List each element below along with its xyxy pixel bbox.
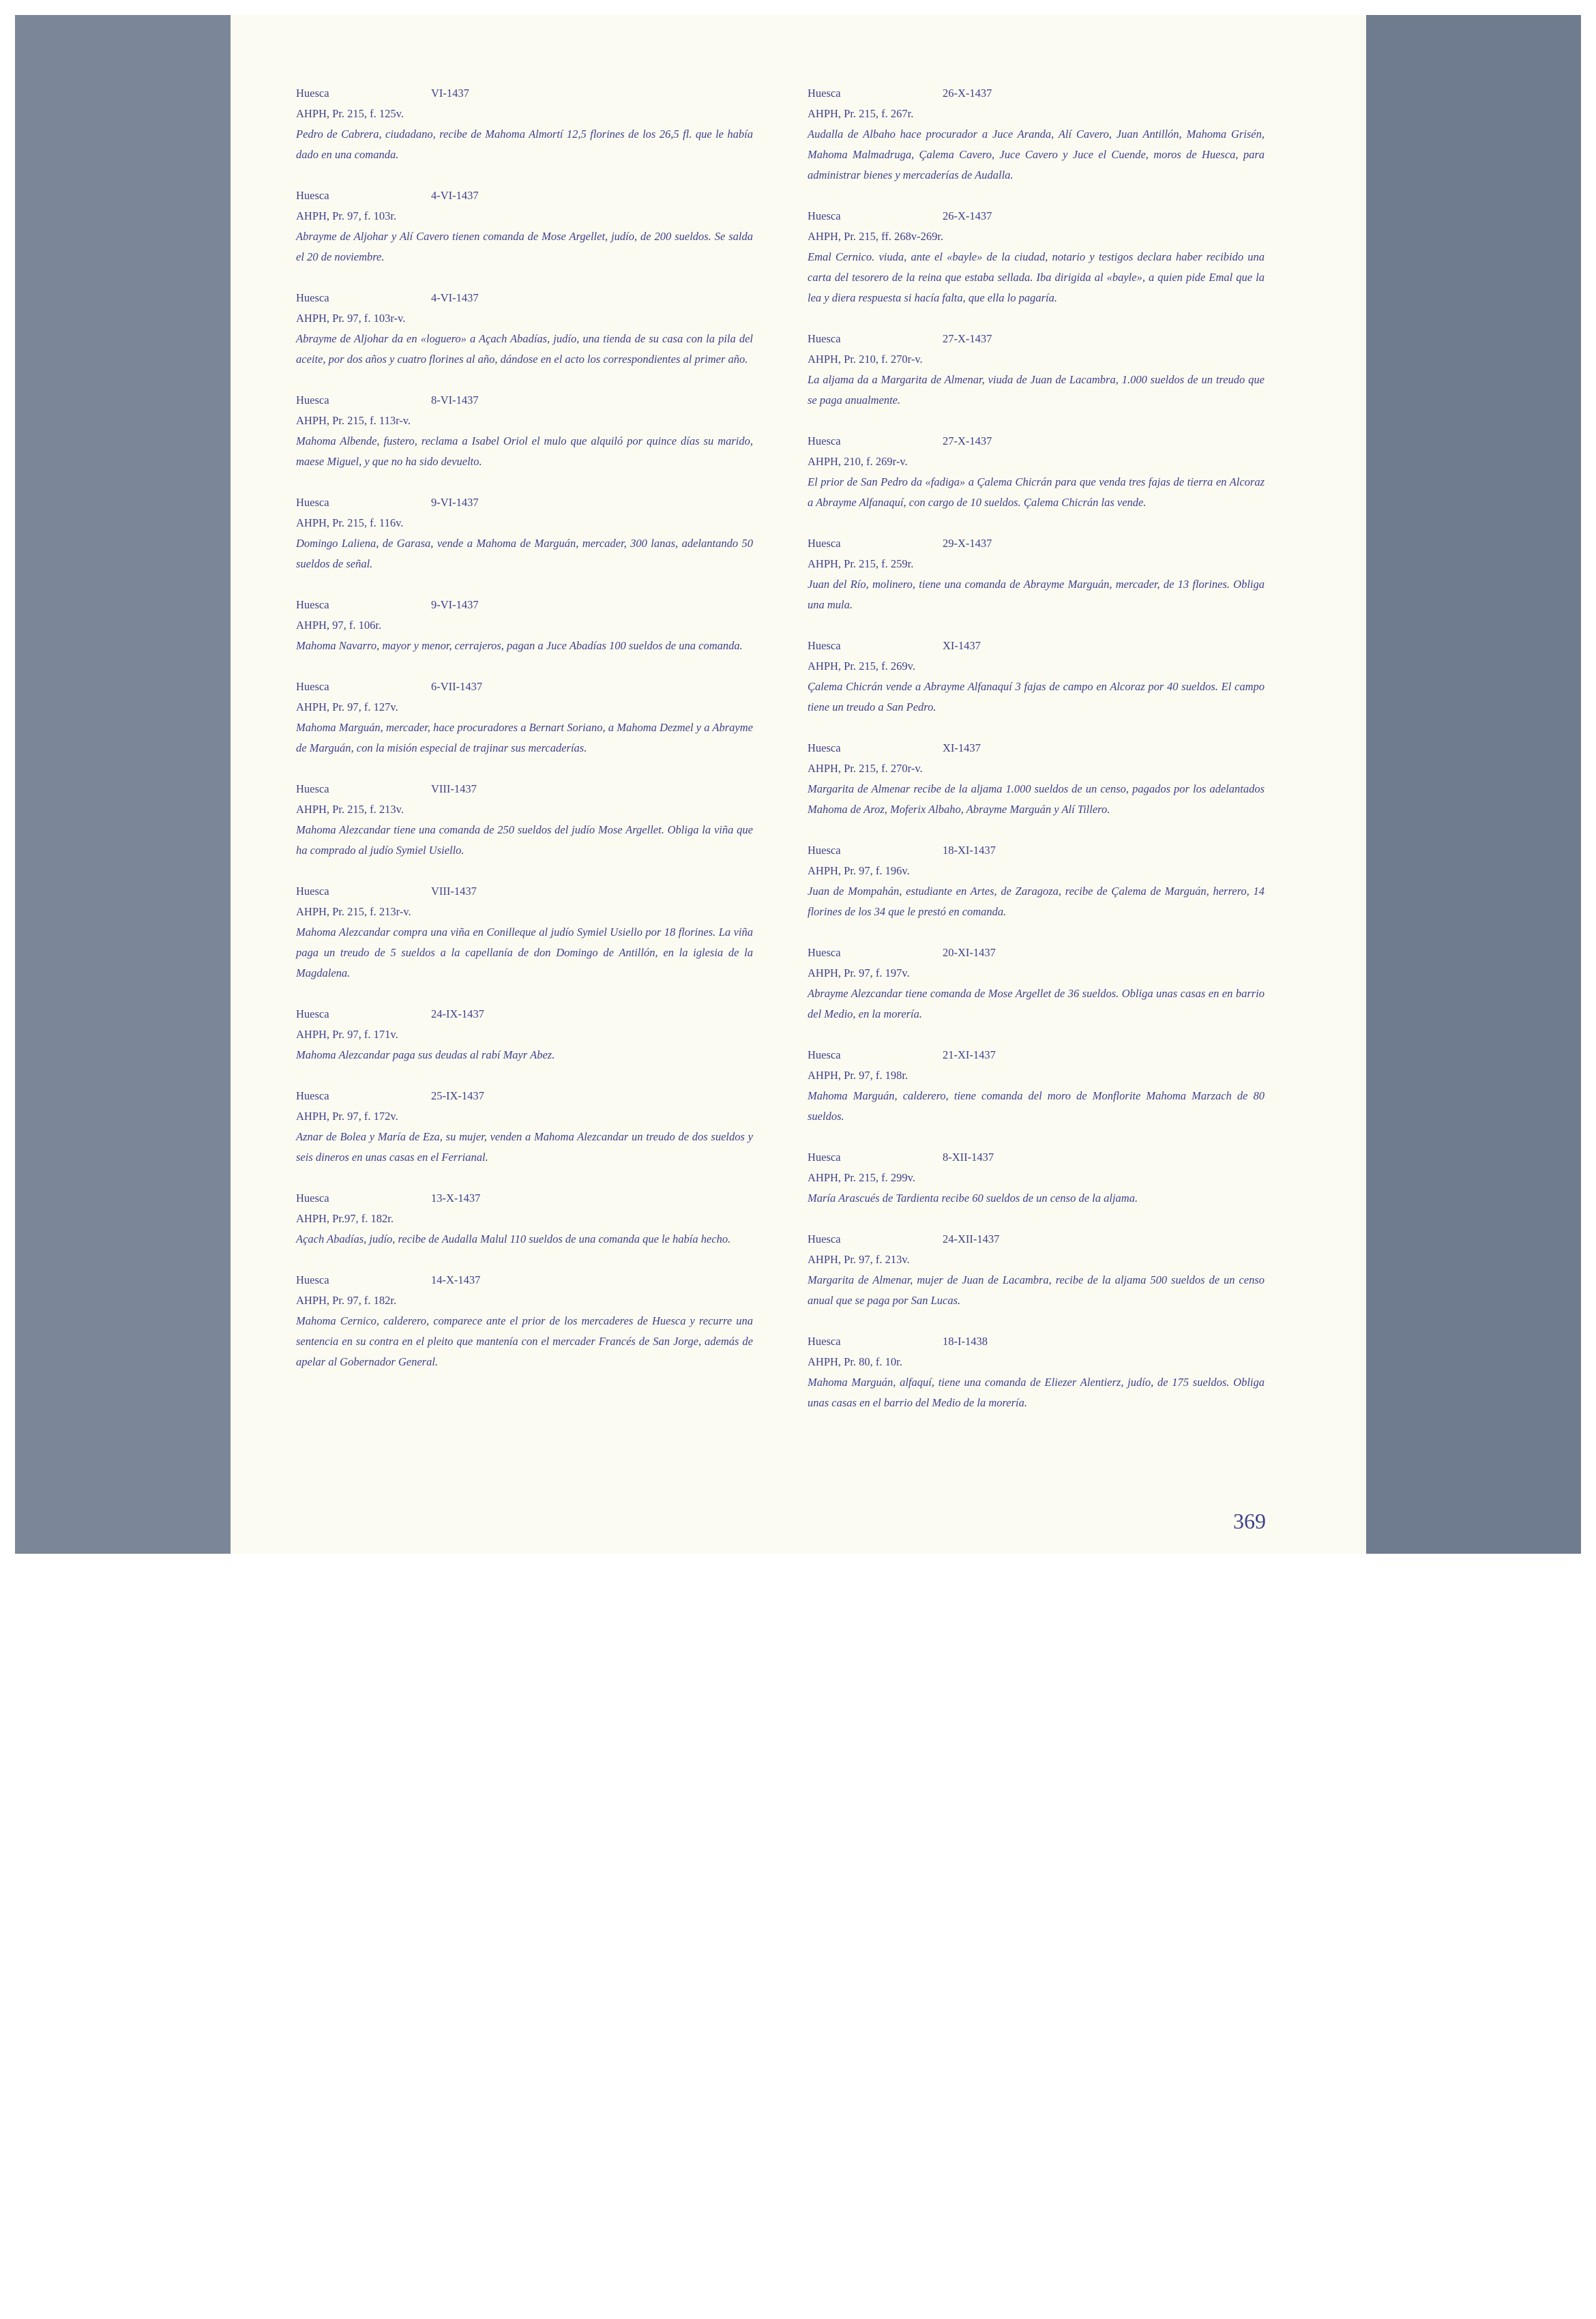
entry-heading (808, 840, 1265, 861)
entry-date: 4-VI-1437 (431, 189, 479, 202)
entry-heading (808, 636, 1265, 656)
entry-text: Margarita de Almenar recibe de la aljama 1.000 sueldos de un censo, pagados por los adelantados Mahoma de Aroz, Moferix Albaho, Abrayme Marguán y Alí Tillero. (808, 782, 1265, 816)
scan-edge-right (1366, 15, 1581, 1554)
entry-place: Huesca (296, 189, 329, 202)
entry-heading (808, 1147, 1265, 1168)
entry-text: Mahoma Marguán, alfaquí, tiene una comanda de Eliezer Alentierz, judío, de 175 sueldos. Obliga unas casas en el barrio del Medio de la morería. (808, 1376, 1265, 1409)
entry-heading (296, 83, 753, 104)
document-entry (808, 1229, 1265, 1311)
entry-heading (296, 881, 753, 902)
entry-text: Mahoma Marguán, calderero, tiene comanda del moro de Monflorite Mahoma Marzach de 80 sueldos. (808, 1089, 1265, 1123)
entry-heading (296, 1004, 753, 1024)
entry-text: Juan de Mompahán, estudiante en Artes, de Zaragoza, recibe de Çalema de Marguán, herrero, 14 florines de los 34 que le prestó en comanda. (808, 885, 1265, 918)
entry-date: 29-X-1437 (943, 537, 992, 550)
entry-source: AHPH, Pr. 97, f. 198r. (808, 1069, 908, 1082)
entry-place: Huesca (296, 496, 329, 509)
entry-text: Abrayme Alezcandar tiene comanda de Mose Argellet de 36 sueldos. Obliga unas casas en en barrio del Medio, en la morería. (808, 987, 1265, 1020)
entry-date: 24-XII-1437 (943, 1232, 1000, 1245)
entry-place: Huesca (808, 87, 841, 100)
document-entry (808, 83, 1265, 186)
entry-text: Abrayme de Aljohar da en «loguero» a Açach Abadías, judío, una tienda de su casa con la pila del aceite, por dos años y cuatro florines al año, dándose en el acto los correspondientes al primer año. (296, 332, 753, 366)
entry-date: 18-XI-1437 (943, 844, 996, 857)
entry-source: AHPH, Pr. 97, f. 172v. (296, 1110, 398, 1123)
entry-source: AHPH, Pr. 97, f. 182r. (296, 1294, 397, 1307)
entry-date: 21-XI-1437 (943, 1048, 996, 1061)
entry-source: AHPH, Pr. 215, f. 270r-v. (808, 762, 923, 775)
entry-source: AHPH, 210, f. 269r-v. (808, 455, 908, 468)
entry-source: AHPH, Pr. 215, f. 213r-v. (296, 905, 411, 918)
entry-place: Huesca (808, 1151, 841, 1164)
entry-date: 14-X-1437 (431, 1273, 481, 1286)
entry-source: AHPH, Pr. 215, f. 269v. (808, 660, 915, 673)
entry-text: Mahoma Navarro, mayor y menor, cerrajeros, pagan a Juce Abadías 100 sueldos de una comanda. (296, 639, 743, 652)
entry-place: Huesca (808, 1048, 841, 1061)
document-entry (296, 1004, 753, 1065)
document-entry (808, 636, 1265, 718)
document-entry (808, 329, 1265, 411)
entry-place: Huesca (808, 639, 841, 652)
entry-source: AHPH, Pr. 97, f. 103r. (296, 209, 397, 222)
entry-source: AHPH, Pr. 215, f. 299v. (808, 1171, 915, 1184)
document-entry (296, 83, 753, 165)
entry-date: 8-XII-1437 (943, 1151, 994, 1164)
entry-date: 20-XI-1437 (943, 946, 996, 959)
entry-place: Huesca (296, 598, 329, 611)
entry-place: Huesca (296, 782, 329, 795)
entry-heading (808, 738, 1265, 758)
right-column (808, 83, 1265, 1434)
document-entry (808, 1147, 1265, 1209)
entry-text: Audalla de Albaho hace procurador a Juce Aranda, Alí Cavero, Juan Antillón, Mahoma Grisén, Mahoma Malmadruga, Çalema Cavero, Juce Cavero y Juce el Cuende, moros de Huesca, para administrar bienes y mercaderías de Audalla. (808, 128, 1265, 181)
entry-date: 25-IX-1437 (431, 1089, 484, 1102)
document-entry (296, 881, 753, 984)
entry-date: 26-X-1437 (943, 209, 992, 222)
entry-place: Huesca (296, 291, 329, 304)
entry-text: Abrayme de Aljohar y Alí Cavero tienen comanda de Mose Argellet, judío, de 200 sueldos. Se salda el 20 de noviembre. (296, 230, 753, 263)
entry-date: XI-1437 (943, 741, 981, 754)
entry-heading (808, 1331, 1265, 1352)
entry-source: AHPH, Pr. 80, f. 10r. (808, 1355, 902, 1368)
entry-heading (296, 390, 753, 411)
entry-place: Huesca (296, 1007, 329, 1020)
entry-text: El prior de San Pedro da «fadiga» a Çalema Chicrán para que venda tres fajas de tierra en Alcoraz a Abrayme Alfanaquí, con cargo de 10 sueldos. Çalema Chicrán las vende. (808, 475, 1265, 509)
document-entry (296, 1086, 753, 1168)
entry-text: Juan del Río, molinero, tiene una comanda de Abrayme Marguán, mercader, de 13 florines. Obliga una mula. (808, 578, 1265, 611)
entry-date: 27-X-1437 (943, 434, 992, 447)
entry-heading (808, 533, 1265, 554)
entry-date: 4-VI-1437 (431, 291, 479, 304)
entry-text: Pedro de Cabrera, ciudadano, recibe de Mahoma Almortí 12,5 florines de los 26,5 fl. que le había dado en una comanda. (296, 128, 753, 161)
entry-source: AHPH, Pr. 215, f. 125v. (296, 107, 404, 120)
entry-heading (808, 83, 1265, 104)
entry-heading (296, 186, 753, 206)
document-entry (296, 1270, 753, 1372)
document-entry (808, 1331, 1265, 1413)
entry-heading (296, 492, 753, 513)
entry-heading (296, 1270, 753, 1290)
entry-heading (808, 206, 1265, 226)
entry-date: VIII-1437 (431, 782, 477, 795)
entry-date: 9-VI-1437 (431, 496, 479, 509)
entry-heading (296, 288, 753, 308)
entry-place: Huesca (296, 87, 329, 100)
entry-place: Huesca (296, 680, 329, 693)
entry-text: Emal Cernico. viuda, ante el «bayle» de la ciudad, notario y testigos declara haber recibido una carta del tesorero de la reina que estaba sellada. Iba dirigida al «bayle», a quien pide Emal que la lea y diera respuesta si hacía falta, que ella lo pagaría. (808, 250, 1265, 304)
entry-heading (808, 1229, 1265, 1250)
page-number: 369 (1233, 1509, 1266, 1533)
entry-source: AHPH, Pr. 215, f. 267r. (808, 107, 914, 120)
entry-text: Mahoma Albende, fustero, reclama a Isabel Oriol el mulo que alquiló por quince días su marido, maese Miguel, y que no ha sido devuelto. (296, 434, 753, 468)
entry-place: Huesca (808, 434, 841, 447)
entry-date: VI-1437 (431, 87, 469, 100)
entry-source: AHPH, Pr. 97, f. 127v. (296, 700, 398, 713)
entry-place: Huesca (808, 332, 841, 345)
document-entry (296, 595, 753, 656)
document-entry (808, 533, 1265, 615)
document-entry (296, 1188, 753, 1250)
entry-heading (808, 943, 1265, 963)
entry-place: Huesca (296, 1273, 329, 1286)
entry-source: AHPH, Pr. 215, f. 259r. (808, 557, 914, 570)
entry-date: XI-1437 (943, 639, 981, 652)
entry-date: 8-VI-1437 (431, 394, 479, 407)
document-entry (808, 840, 1265, 922)
entry-heading (296, 677, 753, 697)
entry-date: 6-VII-1437 (431, 680, 483, 693)
document-entry (296, 288, 753, 370)
entry-place: Huesca (808, 1335, 841, 1348)
entry-heading (296, 1188, 753, 1209)
document-entry (808, 738, 1265, 820)
document-entry (808, 431, 1265, 513)
entry-heading (808, 329, 1265, 349)
entry-place: Huesca (808, 946, 841, 959)
document-entry (808, 943, 1265, 1024)
entry-text: Aznar de Bolea y María de Eza, su mujer, venden a Mahoma Alezcandar un treudo de dos sueldos y seis dineros en unas casas en el Ferrianal. (296, 1130, 753, 1164)
entry-text: La aljama da a Margarita de Almenar, viuda de Juan de Lacambra, 1.000 sueldos de un treudo que se paga anualmente. (808, 373, 1265, 407)
entry-source: AHPH, 97, f. 106r. (296, 619, 382, 632)
left-column (296, 83, 753, 1393)
entry-place: Huesca (808, 537, 841, 550)
entry-source: AHPH, Pr. 97, f. 197v. (808, 966, 910, 979)
entry-date: 27-X-1437 (943, 332, 992, 345)
entry-source: AHPH, Pr. 215, ff. 268v-269r. (808, 230, 944, 243)
entry-date: 26-X-1437 (943, 87, 992, 100)
entry-text: Çalema Chicrán vende a Abrayme Alfanaquí 3 fajas de campo en Alcoraz por 40 sueldos. El campo tiene un treudo a San Pedro. (808, 680, 1265, 713)
document-entry (296, 492, 753, 574)
entry-source: AHPH, Pr. 97, f. 103r-v. (296, 312, 406, 325)
entry-place: Huesca (296, 1192, 329, 1205)
entry-text: Mahoma Alezcandar tiene una comanda de 250 sueldos del judío Mose Argellet. Obliga la viña que ha comprado al judío Symiel Usiello. (296, 823, 753, 857)
entry-place: Huesca (808, 1232, 841, 1245)
entry-date: 13-X-1437 (431, 1192, 481, 1205)
entry-date: 24-IX-1437 (431, 1007, 484, 1020)
entry-place: Huesca (808, 741, 841, 754)
entry-source: AHPH, Pr. 97, f. 213v. (808, 1253, 910, 1266)
document-entry (808, 206, 1265, 308)
entry-heading (296, 595, 753, 615)
entry-place: Huesca (296, 885, 329, 898)
document-entry (296, 390, 753, 472)
entry-text: María Arascués de Tardienta recibe 60 sueldos de un censo de la aljama. (808, 1192, 1138, 1205)
entry-source: AHPH, Pr. 210, f. 270r-v. (808, 353, 923, 366)
entry-source: AHPH, Pr. 97, f. 196v. (808, 864, 910, 877)
entry-source: AHPH, Pr. 215, f. 213v. (296, 803, 404, 816)
entry-place: Huesca (296, 394, 329, 407)
entry-heading (808, 431, 1265, 452)
entry-text: Margarita de Almenar, mujer de Juan de Lacambra, recibe de la aljama 500 sueldos de un censo anual que se paga por San Lucas. (808, 1273, 1265, 1307)
entry-date: VIII-1437 (431, 885, 477, 898)
document-entry (808, 1045, 1265, 1127)
entry-source: AHPH, Pr. 215, f. 116v. (296, 516, 404, 529)
entry-source: AHPH, Pr. 97, f. 171v. (296, 1028, 398, 1041)
entry-source: AHPH, Pr.97, f. 182r. (296, 1212, 394, 1225)
entry-date: 18-I-1438 (943, 1335, 988, 1348)
entry-text: Mahoma Alezcandar paga sus deudas al rabí Mayr Abez. (296, 1048, 555, 1061)
entry-text: Açach Abadías, judío, recibe de Audalla Malul 110 sueldos de una comanda que le había hecho. (296, 1232, 731, 1245)
entry-heading (808, 1045, 1265, 1065)
document-entry (296, 186, 753, 267)
entry-place: Huesca (808, 209, 841, 222)
document-entry (296, 779, 753, 861)
entry-source: AHPH, Pr. 215, f. 113r-v. (296, 414, 411, 427)
entry-heading (296, 1086, 753, 1106)
entry-text: Domingo Laliena, de Garasa, vende a Mahoma de Marguán, mercader, 300 lanas, adelantando 50 sueldos de señal. (296, 537, 753, 570)
document-page (231, 15, 1366, 1554)
entry-text: Mahoma Marguán, mercader, hace procuradores a Bernart Soriano, a Mahoma Dezmel y a Abrayme de Marguán, con la misión especial de trajinar sus mercaderías. (296, 721, 753, 754)
document-entry (296, 677, 753, 758)
entry-text: Mahoma Cernico, calderero, comparece ante el prior de los mercaderes de Huesca y recurre una sentencia en su contra en el pleito que mantenía con el mercader Francés de San Jorge, además de apelar al Gobernador General. (296, 1314, 753, 1368)
entry-text: Mahoma Alezcandar compra una viña en Conilleque al judío Symiel Usiello por 18 florines. La viña paga un treudo de 5 sueldos a la capellanía de don Domingo de Antillón, en la iglesia de la Magdalena. (296, 926, 753, 979)
entry-heading (296, 779, 753, 799)
entry-date: 9-VI-1437 (431, 598, 479, 611)
entry-place: Huesca (808, 844, 841, 857)
entry-place: Huesca (296, 1089, 329, 1102)
